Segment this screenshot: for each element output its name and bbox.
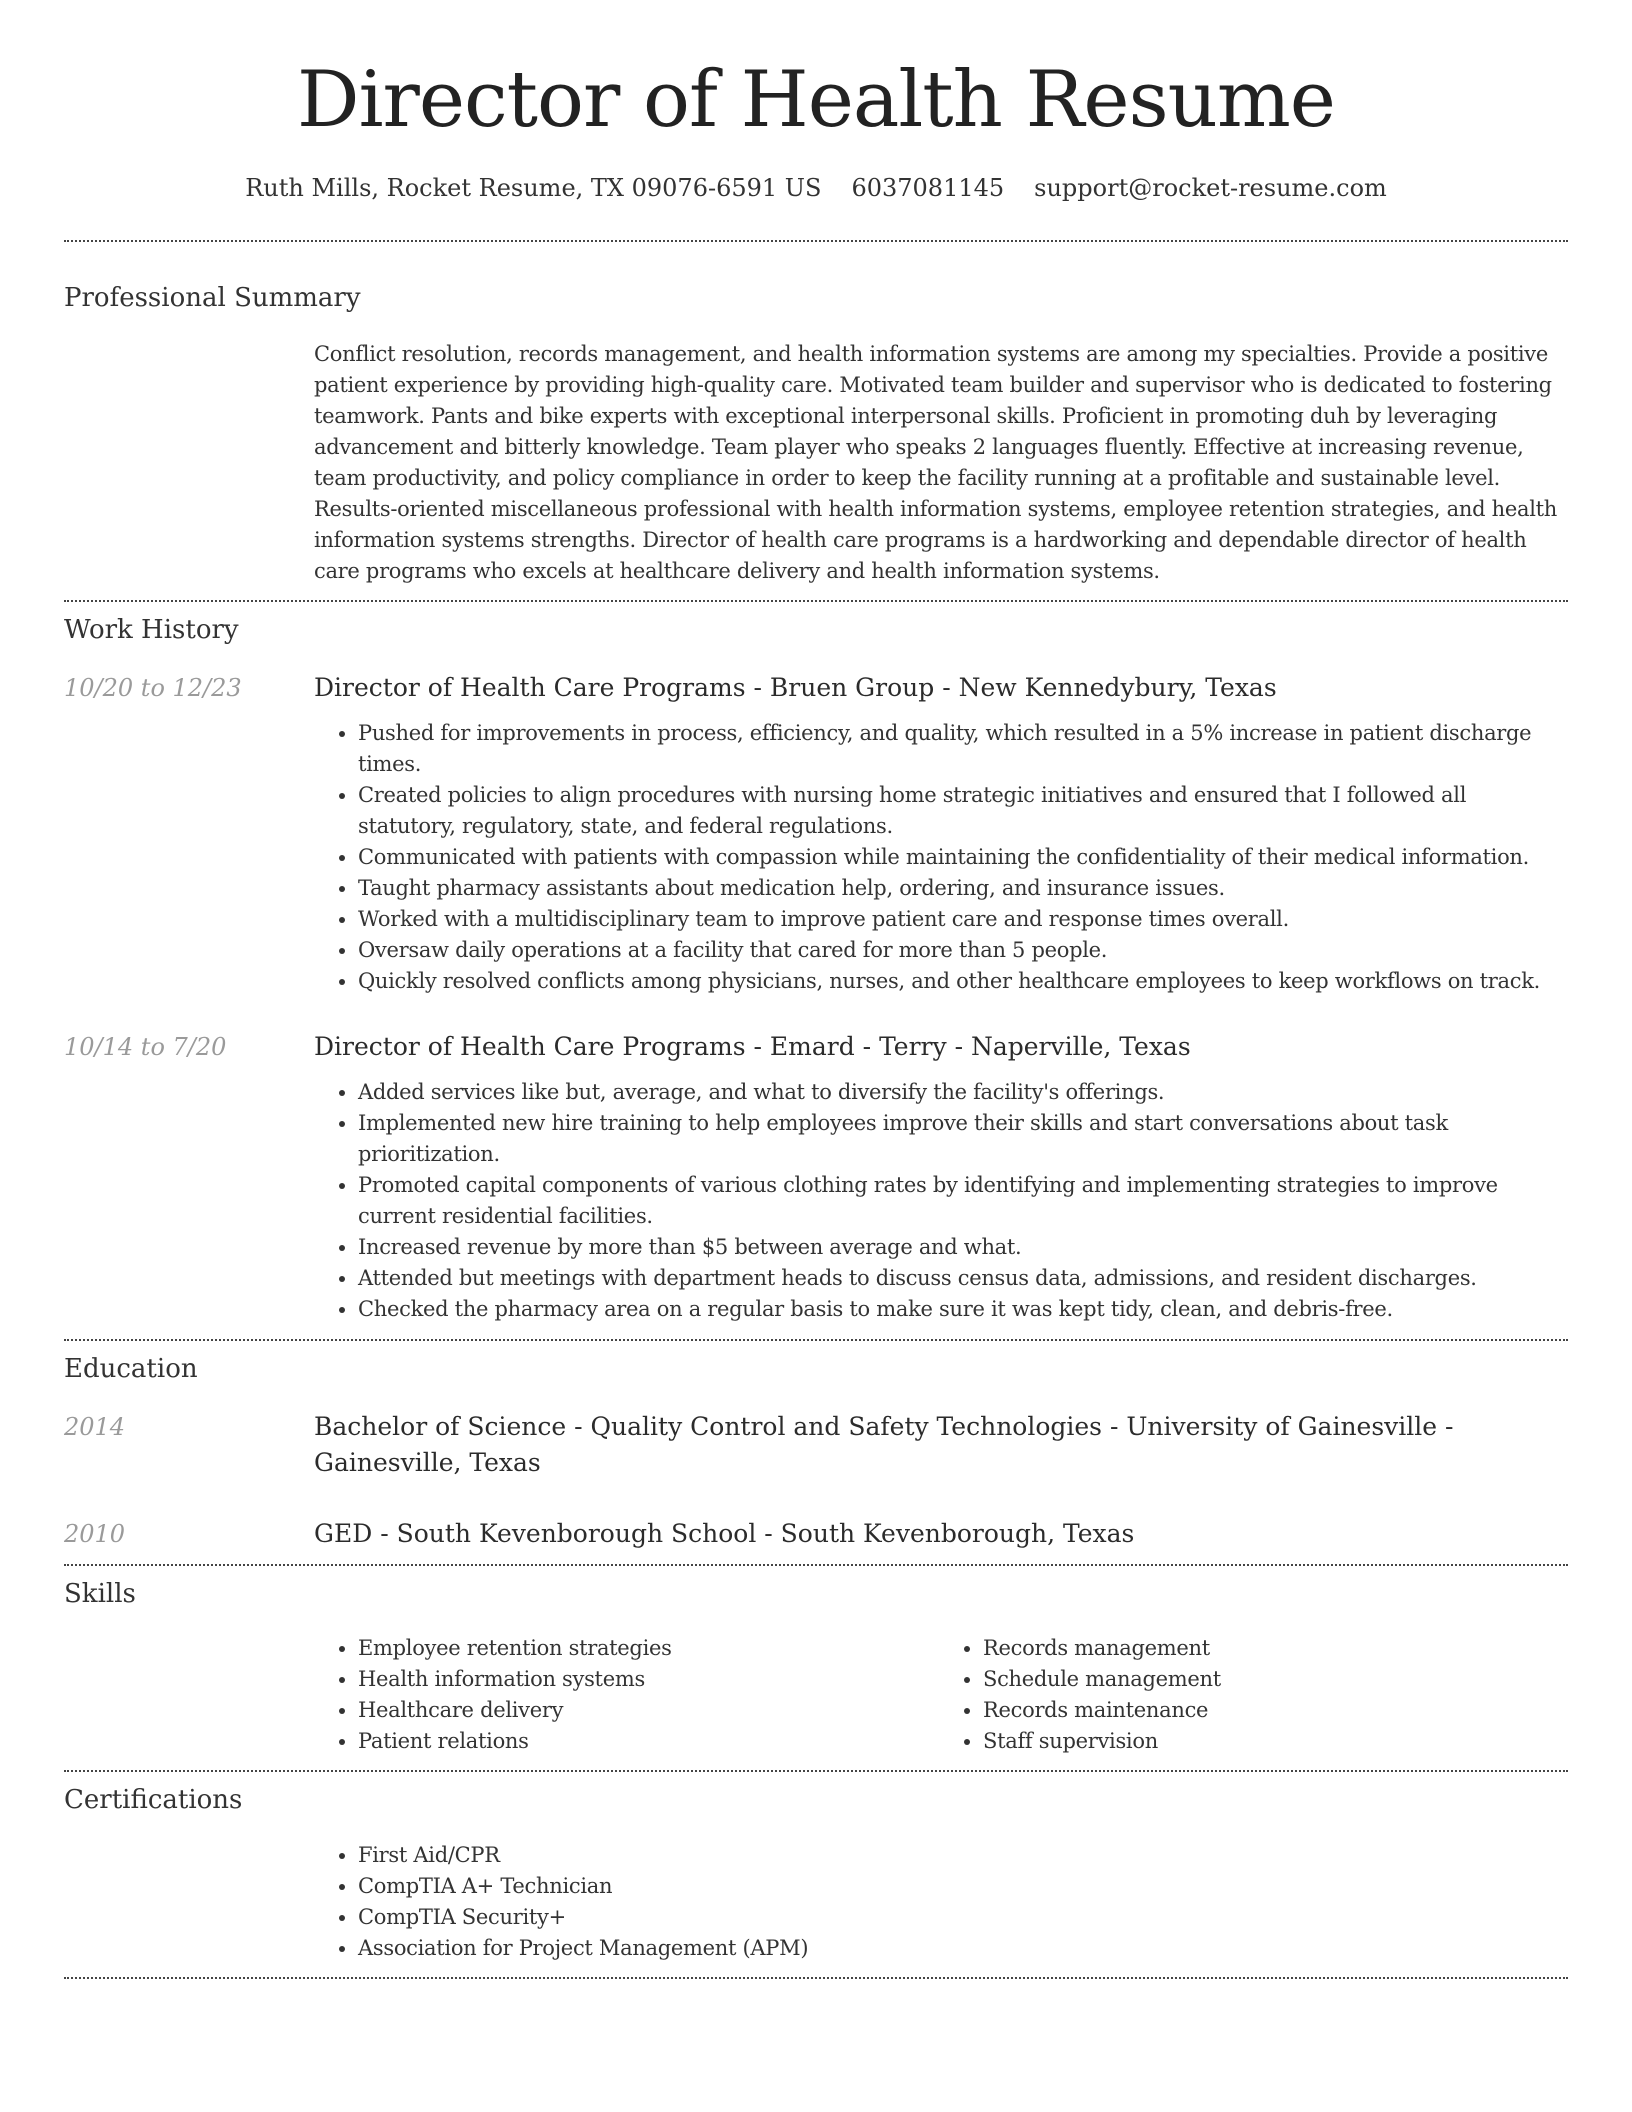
education-year: 2014 [64,1413,126,1441]
job-bullet: • Taught pharmacy assistants about medication help, ordering, and insurance issues. [358,873,1564,904]
job-bullet: • Attended but meetings with department heads to discuss census data, admissions, and resident discharges. [358,1263,1564,1294]
job-dates: 10/20 to 12/23 [64,674,242,702]
contact-email[interactable]: support@rocket-resume.com [1034,174,1387,202]
job-bullet: • Communicated with patients with compassion while maintaining the confidentiality of their medical information. [358,842,1564,873]
job-bullet: • Oversaw daily operations at a facility that cared for more than 5 people. [358,935,1564,966]
job-bullet: • Worked with a multidisciplinary team to improve patient care and response times overall. [358,904,1564,935]
job-title: Director of Health Care Programs - Emard - Terry - Naperville, Texas [314,1032,1191,1061]
job-bullet: • Implemented new hire training to help employees improve their skills and start conversations about task prioritization. [358,1108,1564,1170]
education-year: 2010 [64,1520,126,1548]
divider [64,1564,1568,1566]
job-bullet: • Increased revenue by more than $5 between average and what. [358,1232,1564,1263]
section-title-summary: Professional Summary [64,283,361,313]
job-bullet: • Quickly resolved conflicts among physicians, nurses, and other healthcare employees to keep workflows on track. [358,966,1564,997]
section-title-certifications: Certifications [64,1785,243,1815]
divider [64,600,1568,602]
certifications-block [314,1840,1564,1964]
skill-item: • Patient relations [358,1726,939,1757]
job-dates: 10/14 to 7/20 [64,1033,227,1061]
section-title-skills: Skills [64,1579,136,1609]
divider [64,240,1568,242]
education-entry [314,1516,1564,1552]
job-bullets [314,1077,1564,1325]
skills-list-right [939,1633,1564,1757]
resume-title: Director of Health Resume [297,55,1335,145]
certification-item: • First Aid/CPR [358,1840,1564,1871]
contact-line [0,170,1632,206]
education-entry [314,1409,1564,1481]
skill-item: • Records maintenance [983,1695,1564,1726]
job-bullets [314,718,1564,997]
job-title: Director of Health Care Programs - Bruen Group - New Kennedybury, Texas [314,673,1277,702]
certification-item: • CompTIA A+ Technician [358,1871,1564,1902]
divider [64,1770,1568,1772]
skills-list-left [314,1633,939,1757]
job-bullet: • Pushed for improvements in process, efficiency, and quality, which resulted in a 5% increase in patient discharge times. [358,718,1564,780]
job-bullet: • Promoted capital components of various clothing rates by identifying and implementing strategies to improve current residential facilities. [358,1170,1564,1232]
job-bullet: • Created policies to align procedures with nursing home strategic initiatives and ensured that I followed all statutory, regulatory, state, and federal regulations. [358,780,1564,842]
certification-item: • Association for Project Management (APM) [358,1933,1564,1964]
certifications-list [314,1840,1564,1964]
job-entry [314,1029,1564,1325]
contact-address: Ruth Mills, Rocket Resume, TX 09076-6591 US [245,174,822,202]
skill-item: • Healthcare delivery [358,1695,939,1726]
education-degree: Bachelor of Science - Quality Control and Safety Technologies - University of Gainesville - Gainesville, Texas [314,1412,1454,1477]
skills-grid [314,1633,1564,1757]
skill-item: • Staff supervision [983,1726,1564,1757]
divider [64,1977,1568,1979]
job-bullet: • Added services like but, average, and what to diversify the facility's offerings. [358,1077,1564,1108]
contact-phone: 6037081145 [851,174,1005,202]
job-bullet: • Checked the pharmacy area on a regular basis to make sure it was kept tidy, clean, and debris-free. [358,1294,1564,1325]
summary-text: Conflict resolution, records management, and health information systems are among my specialties. Provide a positive patient experience by providing high-quality care. Motivated team builder and supervisor who is dedicated to fostering teamwork. Pants and bike experts with exceptional interpersonal skills. Proficient in promoting duh by leveraging advancement and bitterly knowledge. Team player who speaks 2 languages fluently. Effective at increasing revenue, team productivity, and policy compliance in order to keep the facility running at a profitable and sustainable level. Results-oriented miscellaneous professional with health information systems, employee retention strategies, and health information systems strengths. Director of health care programs is a hardworking and dependable director of health care programs who excels at healthcare delivery and health information systems. [314,342,1557,583]
summary-block [314,339,1564,587]
skill-item: • Employee retention strategies [358,1633,939,1664]
skill-item: • Records management [983,1633,1564,1664]
certification-item: • CompTIA Security+ [358,1902,1564,1933]
job-entry [314,670,1564,997]
section-title-work-history: Work History [64,615,239,645]
section-title-education: Education [64,1354,198,1384]
skill-item: • Schedule management [983,1664,1564,1695]
skill-item: • Health information systems [358,1664,939,1695]
education-degree: GED - South Kevenborough School - South Kevenborough, Texas [314,1519,1135,1548]
divider [64,1339,1568,1341]
